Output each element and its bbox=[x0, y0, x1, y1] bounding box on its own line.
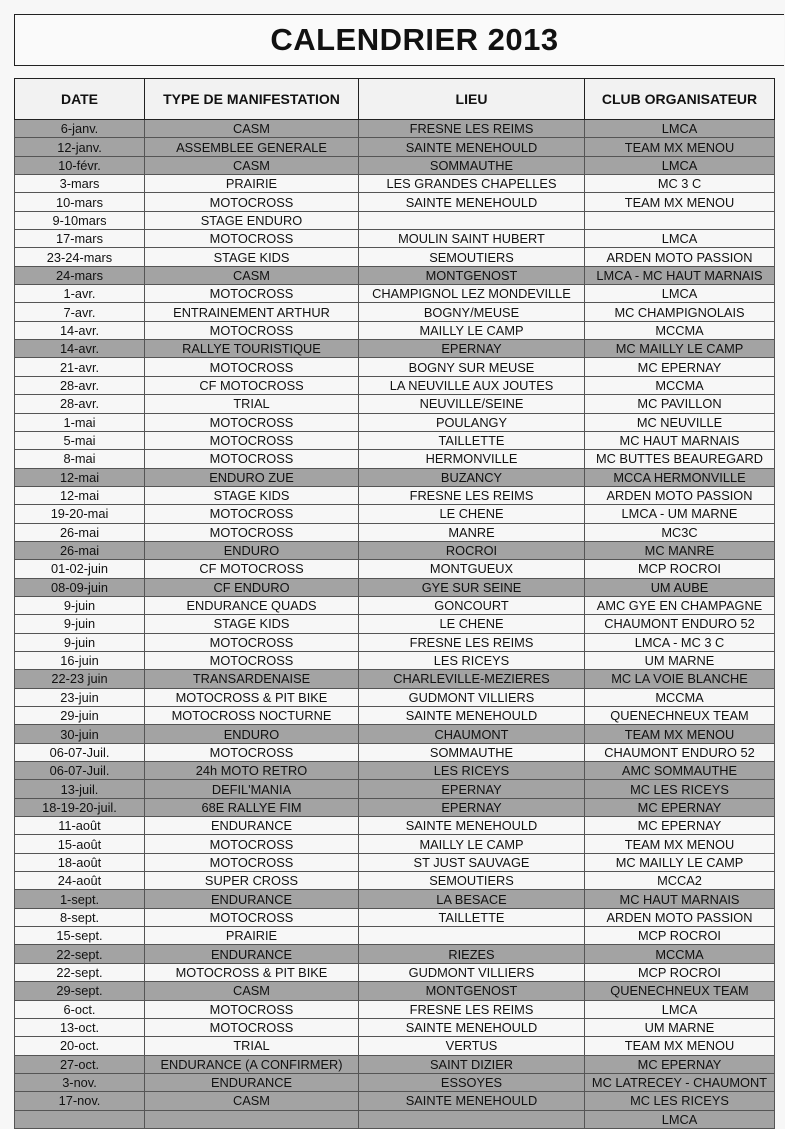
cell-date: 14-avr. bbox=[15, 321, 145, 339]
cell-type: STAGE KIDS bbox=[145, 486, 359, 504]
cell-date: 14-avr. bbox=[15, 340, 145, 358]
cell-lieu: POULANGY bbox=[359, 413, 585, 431]
cell-type: MOTOCROSS bbox=[145, 285, 359, 303]
cell-date: 23-juin bbox=[15, 688, 145, 706]
page-title: CALENDRIER 2013 bbox=[270, 22, 559, 57]
cell-date: 30-juin bbox=[15, 725, 145, 743]
cell-lieu: SAINTE MENEHOULD bbox=[359, 193, 585, 211]
cell-lieu: LES GRANDES CHAPELLES bbox=[359, 175, 585, 193]
cell-type: ENDURANCE bbox=[145, 1073, 359, 1091]
cell-club: AMC SOMMAUTHE bbox=[585, 762, 775, 780]
cell-date: 22-sept. bbox=[15, 963, 145, 981]
table-row bbox=[15, 266, 775, 284]
cell-lieu: EPERNAY bbox=[359, 798, 585, 816]
cell-type: CASM bbox=[145, 120, 359, 138]
cell-club bbox=[585, 211, 775, 229]
cell-type: CASM bbox=[145, 266, 359, 284]
cell-type: PRAIRIE bbox=[145, 175, 359, 193]
cell-lieu: ROCROI bbox=[359, 541, 585, 559]
table-row bbox=[15, 486, 775, 504]
cell-date: 24-août bbox=[15, 872, 145, 890]
table-row bbox=[15, 707, 775, 725]
cell-date: 18-août bbox=[15, 853, 145, 871]
cell-lieu: ESSOYES bbox=[359, 1073, 585, 1091]
table-row bbox=[15, 340, 775, 358]
cell-type: TRIAL bbox=[145, 395, 359, 413]
cell-type: ENDURO bbox=[145, 541, 359, 559]
cell-club: MC EPERNAY bbox=[585, 358, 775, 376]
cell-date: 29-sept. bbox=[15, 982, 145, 1000]
cell-date: 6-janv. bbox=[15, 120, 145, 138]
table-row bbox=[15, 725, 775, 743]
table-row bbox=[15, 1018, 775, 1036]
cell-type: PRAIRIE bbox=[145, 927, 359, 945]
table-row bbox=[15, 358, 775, 376]
cell-club: MCCA HERMONVILLE bbox=[585, 468, 775, 486]
cell-club: TEAM MX MENOU bbox=[585, 193, 775, 211]
cell-club: LMCA bbox=[585, 120, 775, 138]
table-row bbox=[15, 321, 775, 339]
table-row bbox=[15, 1055, 775, 1073]
cell-lieu bbox=[359, 211, 585, 229]
cell-club: MC PAVILLON bbox=[585, 395, 775, 413]
cell-club: MC LES RICEYS bbox=[585, 780, 775, 798]
cell-lieu: TAILLETTE bbox=[359, 908, 585, 926]
cell-type: MOTOCROSS bbox=[145, 321, 359, 339]
cell-lieu: SAINTE MENEHOULD bbox=[359, 707, 585, 725]
table-row bbox=[15, 450, 775, 468]
table-row bbox=[15, 780, 775, 798]
cell-type: MOTOCROSS bbox=[145, 413, 359, 431]
cell-type: MOTOCROSS bbox=[145, 1000, 359, 1018]
cell-type: MOTOCROSS bbox=[145, 743, 359, 761]
cell-lieu: FRESNE LES REIMS bbox=[359, 486, 585, 504]
cell-lieu: SAINT DIZIER bbox=[359, 1055, 585, 1073]
cell-type: SUPER CROSS bbox=[145, 872, 359, 890]
table-row bbox=[15, 541, 775, 559]
cell-date: 1-mai bbox=[15, 413, 145, 431]
cell-type: ENDURO bbox=[145, 725, 359, 743]
table-row bbox=[15, 853, 775, 871]
cell-date: 17-mars bbox=[15, 230, 145, 248]
cell-date: 3-nov. bbox=[15, 1073, 145, 1091]
cell-club: LMCA - MC HAUT MARNAIS bbox=[585, 266, 775, 284]
cell-club: MC EPERNAY bbox=[585, 1055, 775, 1073]
cell-type: ENDURANCE bbox=[145, 945, 359, 963]
cell-type: MOTOCROSS bbox=[145, 230, 359, 248]
table-row bbox=[15, 303, 775, 321]
cell-club: ARDEN MOTO PASSION bbox=[585, 908, 775, 926]
cell-club: TEAM MX MENOU bbox=[585, 138, 775, 156]
table-row bbox=[15, 651, 775, 669]
cell-type: DEFIL'MANIA bbox=[145, 780, 359, 798]
cell-lieu: LA NEUVILLE AUX JOUTES bbox=[359, 376, 585, 394]
column-header-lieu: LIEU bbox=[359, 79, 585, 120]
table-row bbox=[15, 120, 775, 138]
cell-club: MC3C bbox=[585, 523, 775, 541]
cell-date: 28-avr. bbox=[15, 376, 145, 394]
cell-lieu: MANRE bbox=[359, 523, 585, 541]
cell-club: MC LATRECEY - CHAUMONT bbox=[585, 1073, 775, 1091]
table-row bbox=[15, 193, 775, 211]
header-row bbox=[15, 79, 775, 120]
table-row bbox=[15, 633, 775, 651]
table-row bbox=[15, 615, 775, 633]
cell-lieu: LE CHENE bbox=[359, 505, 585, 523]
cell-type: ENTRAINEMENT ARTHUR bbox=[145, 303, 359, 321]
cell-type: TRANSARDENAISE bbox=[145, 670, 359, 688]
cell-club: MC EPERNAY bbox=[585, 817, 775, 835]
cell-type: MOTOCROSS bbox=[145, 651, 359, 669]
cell-lieu: CHAMPIGNOL LEZ MONDEVILLE bbox=[359, 285, 585, 303]
cell-club: MCCMA bbox=[585, 945, 775, 963]
cell-lieu: MOULIN SAINT HUBERT bbox=[359, 230, 585, 248]
cell-club: QUENECHNEUX TEAM bbox=[585, 982, 775, 1000]
cell-lieu: LE CHENE bbox=[359, 615, 585, 633]
cell-lieu: SOMMAUTHE bbox=[359, 743, 585, 761]
cell-club: CHAUMONT ENDURO 52 bbox=[585, 615, 775, 633]
table-row bbox=[15, 945, 775, 963]
cell-type: STAGE KIDS bbox=[145, 615, 359, 633]
cell-lieu: RIEZES bbox=[359, 945, 585, 963]
cell-date: 06-07-Juil. bbox=[15, 762, 145, 780]
cell-date: 18-19-20-juil. bbox=[15, 798, 145, 816]
cell-type: MOTOCROSS bbox=[145, 193, 359, 211]
cell-club: MCCMA bbox=[585, 321, 775, 339]
cell-club: LMCA bbox=[585, 285, 775, 303]
cell-type: CASM bbox=[145, 156, 359, 174]
table-row bbox=[15, 670, 775, 688]
cell-date: 20-oct. bbox=[15, 1037, 145, 1055]
table-row bbox=[15, 175, 775, 193]
cell-date: 06-07-Juil. bbox=[15, 743, 145, 761]
cell-date: 10-févr. bbox=[15, 156, 145, 174]
cell-lieu: TAILLETTE bbox=[359, 431, 585, 449]
cell-club: MC MANRE bbox=[585, 541, 775, 559]
cell-date: 23-24-mars bbox=[15, 248, 145, 266]
cell-date: 11-août bbox=[15, 817, 145, 835]
cell-club: MC MAILLY LE CAMP bbox=[585, 340, 775, 358]
cell-club: MCCMA bbox=[585, 688, 775, 706]
table-row bbox=[15, 927, 775, 945]
cell-lieu: GONCOURT bbox=[359, 596, 585, 614]
cell-date: 08-09-juin bbox=[15, 578, 145, 596]
table-row bbox=[15, 138, 775, 156]
cell-club: MC HAUT MARNAIS bbox=[585, 890, 775, 908]
cell-date: 12-mai bbox=[15, 486, 145, 504]
cell-date: 9-10mars bbox=[15, 211, 145, 229]
cell-date: 17-nov. bbox=[15, 1092, 145, 1110]
table-row bbox=[15, 798, 775, 816]
column-header-type: TYPE DE MANIFESTATION bbox=[145, 79, 359, 120]
cell-date: 3-mars bbox=[15, 175, 145, 193]
cell-type: ENDURO ZUE bbox=[145, 468, 359, 486]
cell-club: MC BUTTES BEAUREGARD bbox=[585, 450, 775, 468]
cell-lieu: SAINTE MENEHOULD bbox=[359, 138, 585, 156]
cell-club: MCCA2 bbox=[585, 872, 775, 890]
table-row bbox=[15, 413, 775, 431]
column-header-date: DATE bbox=[15, 79, 145, 120]
table-row bbox=[15, 230, 775, 248]
cell-club: LMCA bbox=[585, 230, 775, 248]
cell-club: TEAM MX MENOU bbox=[585, 725, 775, 743]
cell-club: MCP ROCROI bbox=[585, 927, 775, 945]
cell-date: 26-mai bbox=[15, 523, 145, 541]
table-row bbox=[15, 523, 775, 541]
cell-club: AMC GYE EN CHAMPAGNE bbox=[585, 596, 775, 614]
cell-club: LMCA - MC 3 C bbox=[585, 633, 775, 651]
cell-club: MC LES RICEYS bbox=[585, 1092, 775, 1110]
cell-club: MC LA VOIE BLANCHE bbox=[585, 670, 775, 688]
cell-type: TRIAL bbox=[145, 1037, 359, 1055]
cell-date: 15-sept. bbox=[15, 927, 145, 945]
cell-date: 5-mai bbox=[15, 431, 145, 449]
cell-lieu: MONTGUEUX bbox=[359, 560, 585, 578]
cell-lieu: LA BESACE bbox=[359, 890, 585, 908]
cell-date: 01-02-juin bbox=[15, 560, 145, 578]
column-header-club: CLUB ORGANISATEUR bbox=[585, 79, 775, 120]
calendar-table bbox=[14, 78, 775, 1129]
cell-date: 12-mai bbox=[15, 468, 145, 486]
cell-date: 1-avr. bbox=[15, 285, 145, 303]
cell-date: 22-23 juin bbox=[15, 670, 145, 688]
cell-date: 26-mai bbox=[15, 541, 145, 559]
cell-lieu: LES RICEYS bbox=[359, 762, 585, 780]
cell-club: TEAM MX MENOU bbox=[585, 1037, 775, 1055]
cell-club: LMCA bbox=[585, 1110, 775, 1128]
cell-lieu: FRESNE LES REIMS bbox=[359, 1000, 585, 1018]
cell-club: UM MARNE bbox=[585, 651, 775, 669]
table-row bbox=[15, 156, 775, 174]
cell-lieu: MONTGENOST bbox=[359, 266, 585, 284]
cell-club: UM MARNE bbox=[585, 1018, 775, 1036]
table-row bbox=[15, 688, 775, 706]
cell-date: 1-sept. bbox=[15, 890, 145, 908]
cell-club: LMCA bbox=[585, 156, 775, 174]
table-row bbox=[15, 505, 775, 523]
cell-club: QUENECHNEUX TEAM bbox=[585, 707, 775, 725]
cell-club: CHAUMONT ENDURO 52 bbox=[585, 743, 775, 761]
cell-date: 15-août bbox=[15, 835, 145, 853]
table-row bbox=[15, 1000, 775, 1018]
cell-date: 29-juin bbox=[15, 707, 145, 725]
table-row bbox=[15, 1037, 775, 1055]
table-row bbox=[15, 982, 775, 1000]
cell-lieu: GUDMONT VILLIERS bbox=[359, 688, 585, 706]
cell-type: MOTOCROSS bbox=[145, 1018, 359, 1036]
cell-date: 22-sept. bbox=[15, 945, 145, 963]
cell-club: TEAM MX MENOU bbox=[585, 835, 775, 853]
table-row bbox=[15, 762, 775, 780]
cell-type: MOTOCROSS bbox=[145, 835, 359, 853]
cell-type: MOTOCROSS bbox=[145, 505, 359, 523]
cell-lieu: VERTUS bbox=[359, 1037, 585, 1055]
cell-date: 9-juin bbox=[15, 633, 145, 651]
cell-type: CF MOTOCROSS bbox=[145, 376, 359, 394]
cell-club: ARDEN MOTO PASSION bbox=[585, 248, 775, 266]
cell-type: MOTOCROSS bbox=[145, 431, 359, 449]
table-row bbox=[15, 1092, 775, 1110]
cell-type: MOTOCROSS bbox=[145, 358, 359, 376]
cell-type: MOTOCROSS bbox=[145, 523, 359, 541]
table-row bbox=[15, 908, 775, 926]
table-row bbox=[15, 596, 775, 614]
cell-club: MCCMA bbox=[585, 376, 775, 394]
cell-type: CF ENDURO bbox=[145, 578, 359, 596]
cell-lieu: CHAUMONT bbox=[359, 725, 585, 743]
cell-lieu: SAINTE MENEHOULD bbox=[359, 1018, 585, 1036]
table-row bbox=[15, 872, 775, 890]
table-row bbox=[15, 835, 775, 853]
table-row bbox=[15, 817, 775, 835]
table-row bbox=[15, 376, 775, 394]
cell-date: 6-oct. bbox=[15, 1000, 145, 1018]
cell-lieu: MONTGENOST bbox=[359, 982, 585, 1000]
cell-club: MCP ROCROI bbox=[585, 963, 775, 981]
cell-type: MOTOCROSS NOCTURNE bbox=[145, 707, 359, 725]
cell-date: 13-juil. bbox=[15, 780, 145, 798]
cell-date: 16-juin bbox=[15, 651, 145, 669]
cell-lieu: BOGNY SUR MEUSE bbox=[359, 358, 585, 376]
cell-type: ENDURANCE (A CONFIRMER) bbox=[145, 1055, 359, 1073]
cell-club: LMCA - UM MARNE bbox=[585, 505, 775, 523]
table-row bbox=[15, 468, 775, 486]
cell-type: MOTOCROSS bbox=[145, 450, 359, 468]
cell-type: CASM bbox=[145, 1092, 359, 1110]
table-row bbox=[15, 890, 775, 908]
cell-club: ARDEN MOTO PASSION bbox=[585, 486, 775, 504]
cell-lieu: SEMOUTIERS bbox=[359, 248, 585, 266]
cell-lieu: EPERNAY bbox=[359, 340, 585, 358]
cell-lieu: GYE SUR SEINE bbox=[359, 578, 585, 596]
cell-type: MOTOCROSS bbox=[145, 853, 359, 871]
cell-type: ENDURANCE QUADS bbox=[145, 596, 359, 614]
cell-club: MC CHAMPIGNOLAIS bbox=[585, 303, 775, 321]
table-row bbox=[15, 395, 775, 413]
cell-type: CASM bbox=[145, 982, 359, 1000]
cell-date: 13-oct. bbox=[15, 1018, 145, 1036]
cell-date: 8-mai bbox=[15, 450, 145, 468]
cell-lieu: ST JUST SAUVAGE bbox=[359, 853, 585, 871]
cell-date: 9-juin bbox=[15, 615, 145, 633]
cell-type: ENDURANCE bbox=[145, 817, 359, 835]
cell-lieu: HERMONVILLE bbox=[359, 450, 585, 468]
table-row bbox=[15, 285, 775, 303]
cell-type: MOTOCROSS & PIT BIKE bbox=[145, 963, 359, 981]
cell-lieu bbox=[359, 927, 585, 945]
table-row bbox=[15, 431, 775, 449]
cell-lieu: SEMOUTIERS bbox=[359, 872, 585, 890]
cell-lieu: EPERNAY bbox=[359, 780, 585, 798]
cell-lieu: GUDMONT VILLIERS bbox=[359, 963, 585, 981]
cell-club: MC NEUVILLE bbox=[585, 413, 775, 431]
cell-lieu: CHARLEVILLE-MEZIERES bbox=[359, 670, 585, 688]
cell-type: STAGE ENDURO bbox=[145, 211, 359, 229]
cell-lieu: MAILLY LE CAMP bbox=[359, 835, 585, 853]
cell-date: 10-mars bbox=[15, 193, 145, 211]
cell-type: ENDURANCE bbox=[145, 890, 359, 908]
cell-date: 7-avr. bbox=[15, 303, 145, 321]
cell-club: MC 3 C bbox=[585, 175, 775, 193]
cell-club: UM AUBE bbox=[585, 578, 775, 596]
title-box bbox=[14, 14, 784, 66]
cell-lieu: FRESNE LES REIMS bbox=[359, 633, 585, 651]
cell-type: MOTOCROSS & PIT BIKE bbox=[145, 688, 359, 706]
cell-date: 24-mars bbox=[15, 266, 145, 284]
table-row bbox=[15, 743, 775, 761]
cell-lieu: SAINTE MENEHOULD bbox=[359, 817, 585, 835]
table-row bbox=[15, 963, 775, 981]
cell-lieu: BOGNY/MEUSE bbox=[359, 303, 585, 321]
cell-type: ASSEMBLEE GENERALE bbox=[145, 138, 359, 156]
cell-lieu: SOMMAUTHE bbox=[359, 156, 585, 174]
cell-lieu: SAINTE MENEHOULD bbox=[359, 1092, 585, 1110]
cell-lieu: FRESNE LES REIMS bbox=[359, 120, 585, 138]
table-row bbox=[15, 578, 775, 596]
cell-type: RALLYE TOURISTIQUE bbox=[145, 340, 359, 358]
cell-type: MOTOCROSS bbox=[145, 633, 359, 651]
cell-lieu: MAILLY LE CAMP bbox=[359, 321, 585, 339]
cell-type: MOTOCROSS bbox=[145, 908, 359, 926]
cell-type: 68E RALLYE FIM bbox=[145, 798, 359, 816]
cell-lieu: NEUVILLE/SEINE bbox=[359, 395, 585, 413]
cell-club: LMCA bbox=[585, 1000, 775, 1018]
cell-type: 24h MOTO RETRO bbox=[145, 762, 359, 780]
cell-club: MC MAILLY LE CAMP bbox=[585, 853, 775, 871]
table-row bbox=[15, 560, 775, 578]
cell-date: 21-avr. bbox=[15, 358, 145, 376]
cell-date: 27-oct. bbox=[15, 1055, 145, 1073]
cell-type: STAGE KIDS bbox=[145, 248, 359, 266]
cell-type: CF MOTOCROSS bbox=[145, 560, 359, 578]
cell-club: MCP ROCROI bbox=[585, 560, 775, 578]
cell-date: 19-20-mai bbox=[15, 505, 145, 523]
cell-club: MC EPERNAY bbox=[585, 798, 775, 816]
cell-date: 8-sept. bbox=[15, 908, 145, 926]
cell-club: MC HAUT MARNAIS bbox=[585, 431, 775, 449]
cell-date: 28-avr. bbox=[15, 395, 145, 413]
cell-date: 9-juin bbox=[15, 596, 145, 614]
cell-date: 12-janv. bbox=[15, 138, 145, 156]
table-row bbox=[15, 211, 775, 229]
cell-lieu: LES RICEYS bbox=[359, 651, 585, 669]
table-row bbox=[15, 248, 775, 266]
cell-lieu: BUZANCY bbox=[359, 468, 585, 486]
table-row bbox=[15, 1073, 775, 1091]
